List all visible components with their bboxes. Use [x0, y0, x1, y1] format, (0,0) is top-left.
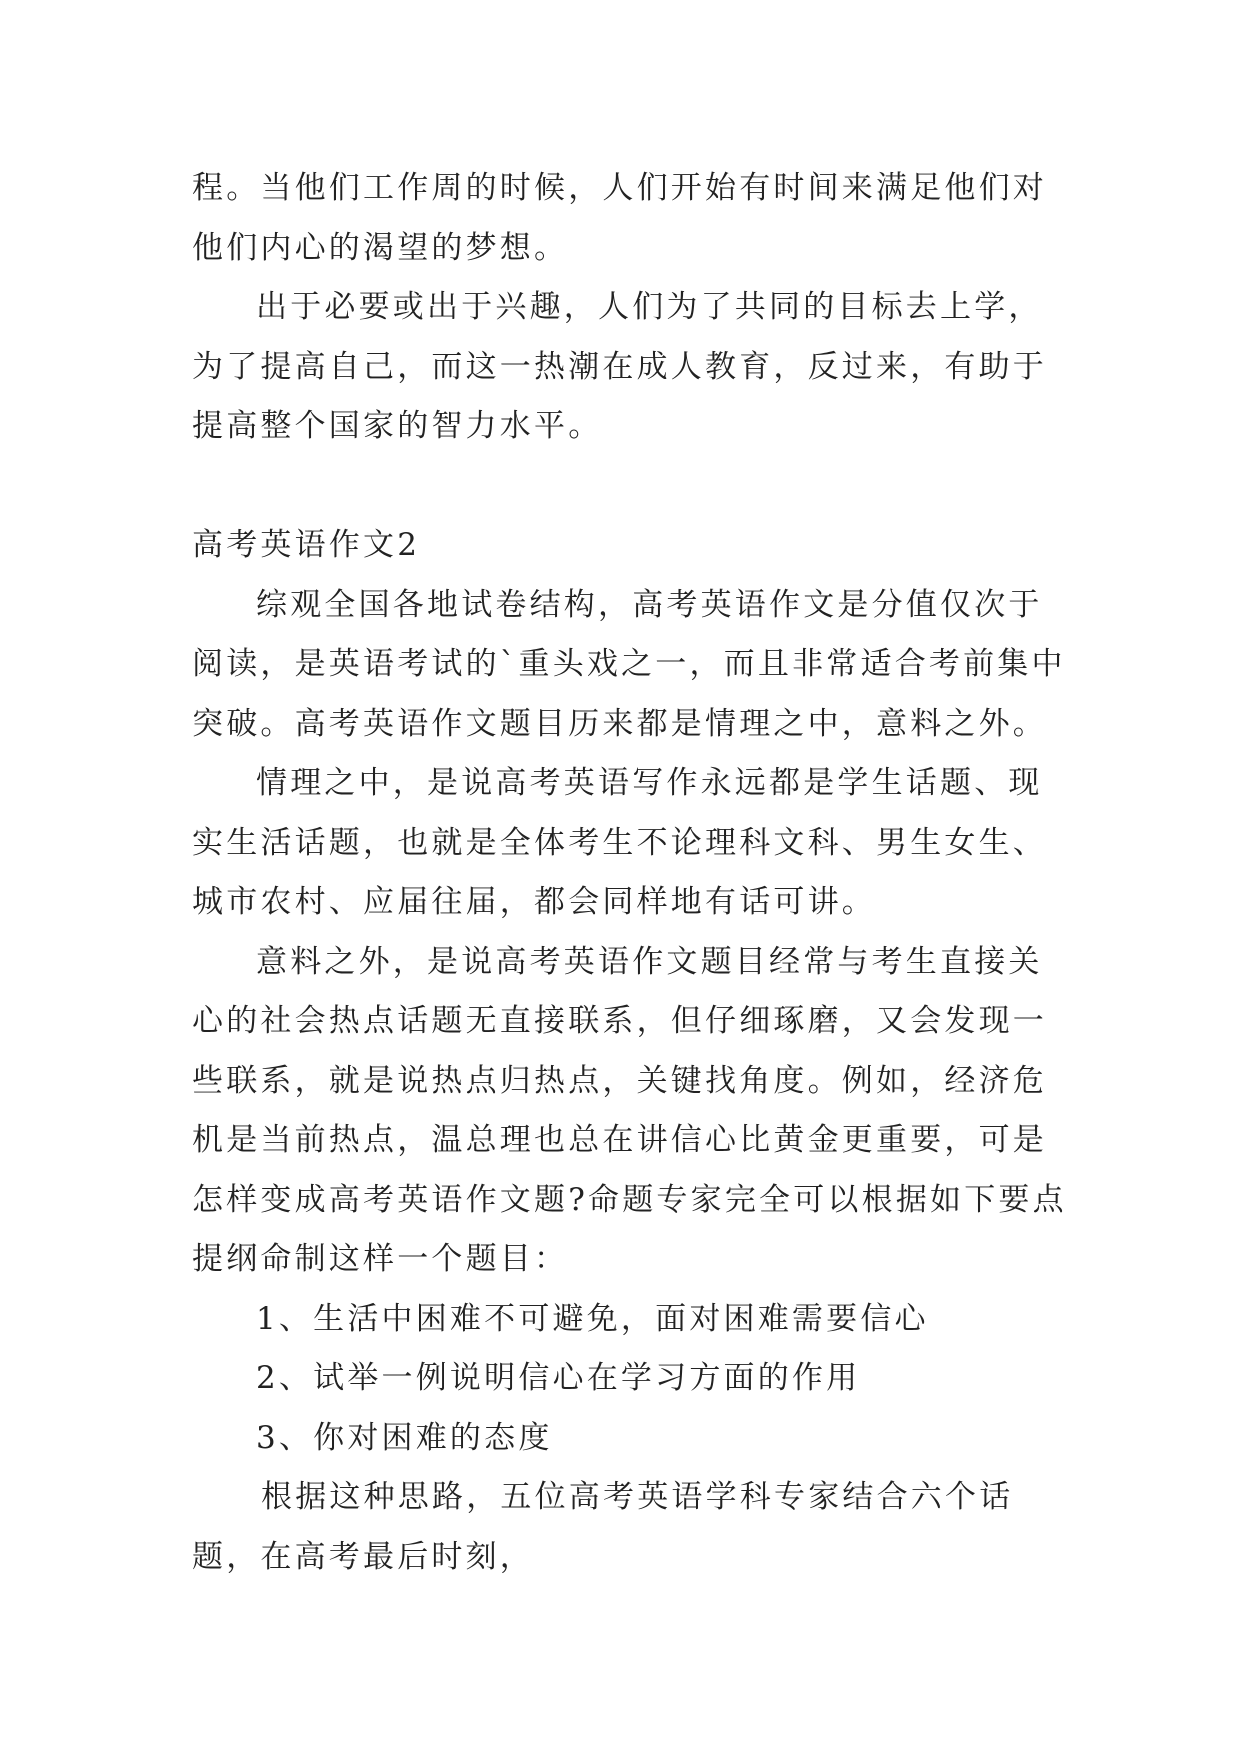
list-item: 2、试举一例说明信心在学习方面的作用	[256, 1360, 861, 1396]
paragraph-continued: 程。当他们工作周的时候，人们开始有时间来满足他们对他们内心的渴望的梦想。	[192, 170, 1047, 266]
paragraph-closing: 根据这种思路，五位高考英语学科专家结合六个话题，在高考最后时刻，	[192, 1479, 1014, 1575]
section-title: 高考英语作文2	[192, 527, 421, 563]
paragraph-within-reason: 情理之中，是说高考英语写作永远都是学生话题、现实生活话题，也就是全体考生不论理科文科、男生女生、城市农村、应届往届，都会同样地有话可讲。	[192, 765, 1047, 920]
paragraph-adult-education: 出于必要或出于兴趣，人们为了共同的目标去上学，为了提高自己，而这一热潮在成人教育，反过来，有助于提高整个国家的智力水平。	[192, 289, 1047, 444]
paragraph-unexpected: 意料之外，是说高考英语作文题目经常与考生直接关心的社会热点话题无直接联系，但仔细琢磨，又会发现一些联系，就是说热点归热点，关键找角度。例如，经济危机是当前热点，温总理也总在讲信心比黄金更重要，可是怎样变成高考英语作文题?命题专家完全可以根据如下要点提纲命制这样一个题目：	[192, 943, 1067, 1277]
section-spacer	[192, 457, 1072, 517]
list-item: 1、生活中困难不可避免，面对困难需要信心	[256, 1300, 929, 1337]
paragraph-intro: 综观全国各地试卷结构，高考英语作文是分值仅次于阅读，是英语考试的`重头戏之一，而且非常适合考前集中突破。高考英语作文题目历来都是情理之中，意料之外。	[192, 586, 1066, 742]
document-body	[192, 159, 1072, 1587]
list-item: 3、你对困难的态度	[256, 1419, 553, 1456]
